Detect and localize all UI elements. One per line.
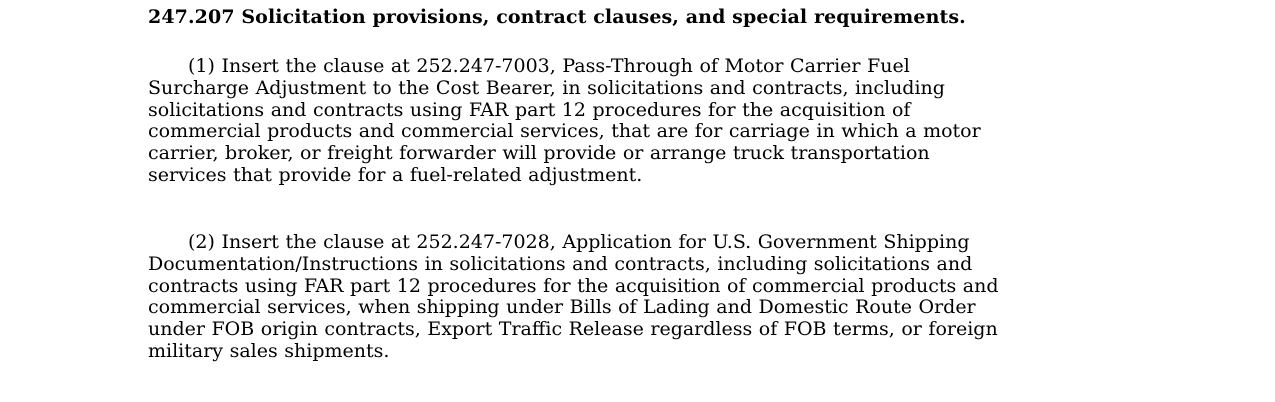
paragraph-line: solicitations and contracts using FAR part 12 procedures for the acquisition of [148,98,911,121]
paragraph-line: commercial services, when shipping under Bills of Lading and Domestic Route Order [148,296,976,319]
paragraph-line: contracts using FAR part 12 procedures for the acquisition of commercial products and [148,274,999,297]
paragraph-line: military sales shipments. [148,339,390,362]
paragraph-1 [148,56,981,187]
paragraph-line: (1) Insert the clause at 252.247-7003, Pass-Through of Motor Carrier Fuel [188,55,910,77]
paragraph-line: Documentation/Instructions in solicitations and contracts, including solicitations and [148,252,973,275]
paragraph-line: commercial products and commercial services, that are for carriage in which a motor [148,120,981,143]
paragraph-line: services that provide for a fuel-related adjustment. [148,163,643,186]
paragraph-line: (2) Insert the clause at 252.247-7028, Application for U.S. Government Shipping [188,231,970,253]
paragraph-line: Surcharge Adjustment to the Cost Bearer, in solicitations and contracts, including [148,76,945,99]
paragraph-line: carrier, broker, or freight forwarder will provide or arrange truck transportation [148,142,930,165]
paragraph-line: under FOB origin contracts, Export Traffic Release regardless of FOB terms, or foreign [148,318,998,341]
paragraph-2 [148,232,999,363]
section-heading: 247.207 Solicitation provisions, contract clauses, and special requirements. [148,6,966,28]
